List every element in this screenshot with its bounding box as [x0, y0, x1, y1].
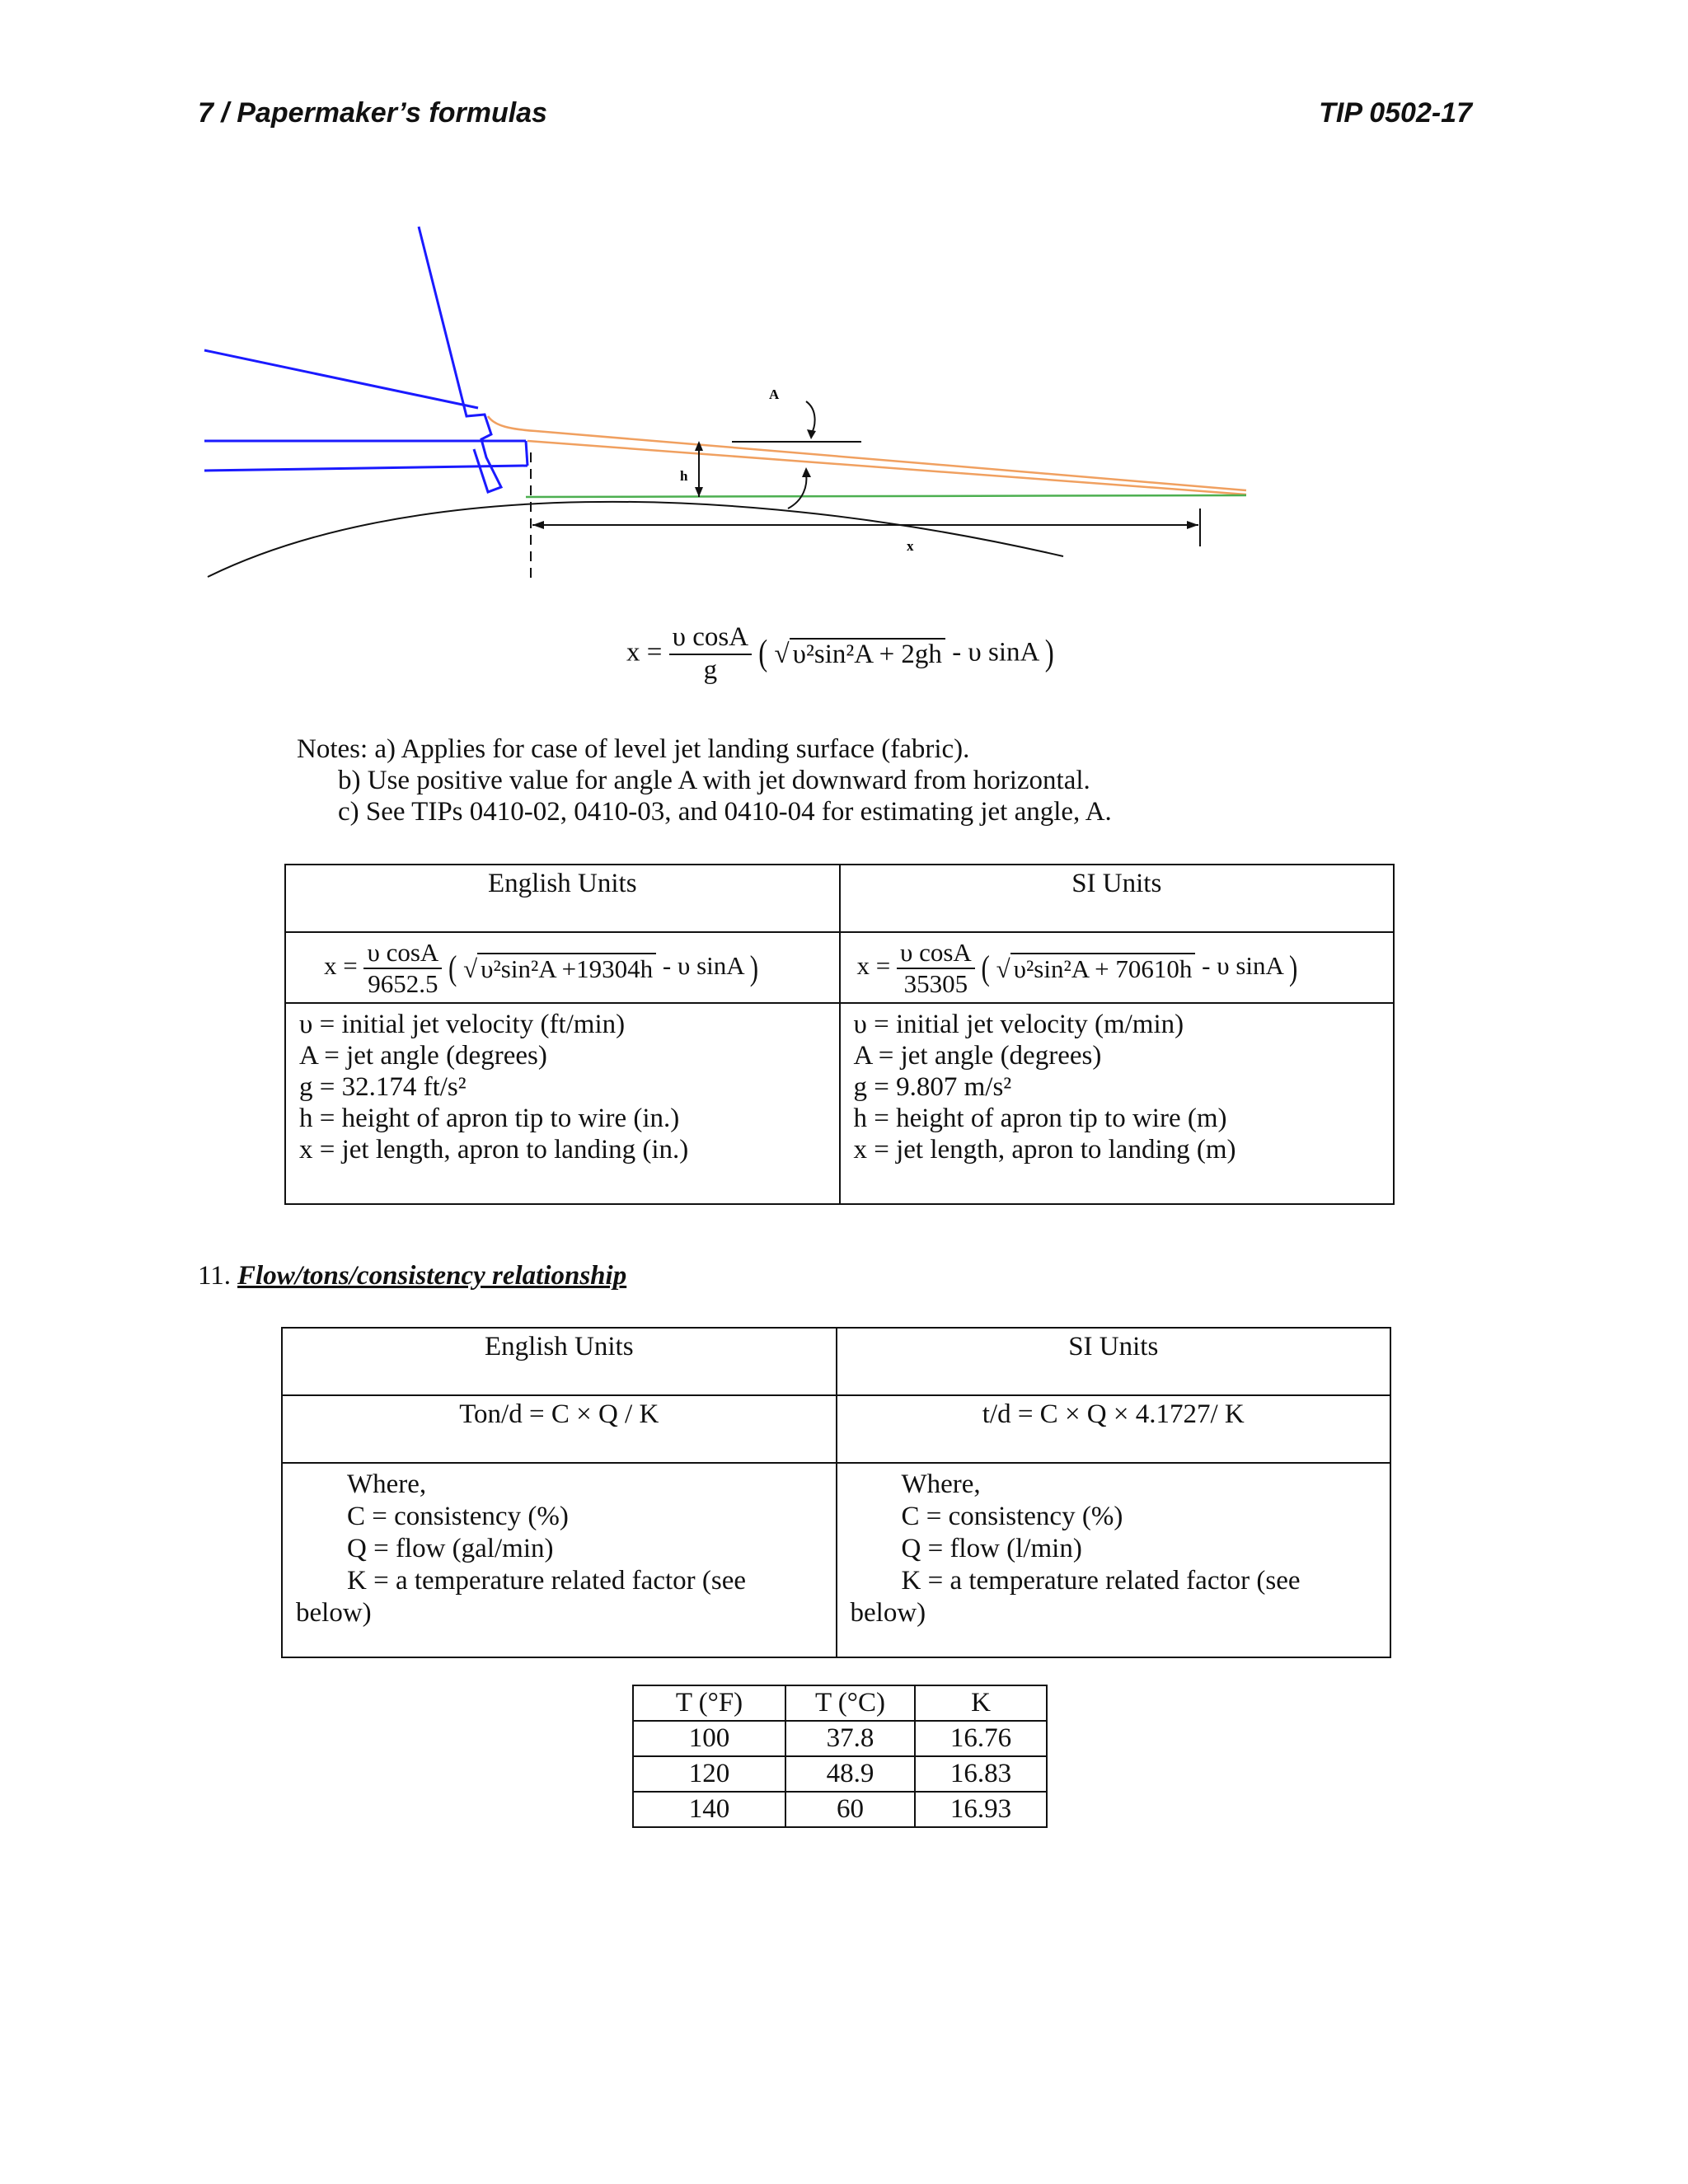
note-b: b) Use positive value for angle A with jet downward from horizontal.	[338, 766, 1090, 795]
header-tip-number: TIP 0502-17	[1319, 97, 1472, 129]
formula-denominator: g	[703, 654, 718, 685]
english-def-height: h = height of apron tip to wire (in.)	[299, 1104, 680, 1133]
english-definitions	[285, 1003, 840, 1204]
flow-english-equation: Ton/d = C × Q / K	[282, 1395, 837, 1463]
jet-units-table	[284, 864, 1395, 1205]
si-sqrt: √ υ²sin²A + 70610h	[996, 953, 1196, 984]
jet-length-formula	[626, 622, 1054, 687]
k-cell: 16.93	[915, 1792, 1047, 1827]
k-cell: 16.76	[915, 1721, 1047, 1756]
flow-units-table	[281, 1327, 1391, 1658]
flow-english-header: English Units	[282, 1328, 837, 1395]
english-formula-lhs: x =	[324, 950, 358, 980]
si-where-below: below)	[850, 1598, 926, 1628]
label-h: h	[680, 468, 688, 484]
si-where-label: Where,	[901, 1469, 981, 1499]
english-where-label: Where,	[347, 1469, 427, 1499]
si-formula-tail: - υ sinA	[1202, 950, 1283, 980]
english-formula-fraction	[363, 938, 442, 998]
english-close-paren: )	[749, 948, 759, 987]
si-where-k: K = a temperature related factor (see	[901, 1566, 1301, 1596]
label-A: A	[769, 387, 780, 402]
temp-header-c: T (°C)	[785, 1685, 915, 1721]
si-denominator: 35305	[903, 968, 968, 998]
table-row	[633, 1756, 1047, 1792]
english-open-paren: (	[448, 948, 457, 987]
formula-numerator: υ cosA	[669, 622, 752, 655]
angle-arrow-lower	[788, 474, 806, 509]
open-paren: (	[758, 633, 768, 674]
close-paren: )	[1044, 633, 1054, 674]
english-where-q: Q = flow (gal/min)	[347, 1534, 554, 1563]
si-close-paren: )	[1288, 948, 1298, 987]
english-def-length: x = jet length, apron to landing (in.)	[299, 1135, 689, 1165]
si-formula-fraction	[897, 938, 975, 998]
si-open-paren: (	[981, 948, 990, 987]
section-heading	[198, 1261, 626, 1291]
flow-si-equation: t/d = C × Q × 4.1727/ K	[837, 1395, 1391, 1463]
x-arrow-left	[532, 521, 544, 529]
english-where-below: below)	[296, 1598, 372, 1628]
english-numerator: υ cosA	[363, 938, 442, 969]
si-def-gravity: g = 9.807 m/s²	[853, 1072, 1012, 1102]
h-arrow-bottom	[695, 487, 703, 497]
slice-lip	[419, 227, 501, 492]
english-where-c: C = consistency (%)	[347, 1502, 569, 1531]
wire-level-line	[526, 495, 1246, 497]
si-def-velocity: υ = initial jet velocity (m/min)	[853, 1010, 1184, 1039]
si-formula-lhs: x =	[856, 950, 891, 980]
temp-c-cell: 48.9	[785, 1756, 915, 1792]
formula-tail: - υ sinA	[952, 637, 1039, 668]
si-def-angle: A = jet angle (degrees)	[853, 1041, 1102, 1071]
section-number: 11.	[198, 1261, 232, 1291]
breast-roll-arc	[208, 502, 1063, 577]
temp-header-k: K	[915, 1685, 1047, 1721]
jet-lower-line	[528, 441, 1246, 494]
notes-block	[297, 733, 1112, 827]
english-def-angle: A = jet angle (degrees)	[299, 1041, 547, 1071]
formula-lhs: x =	[626, 637, 663, 668]
temp-header-row	[633, 1685, 1047, 1721]
jet-trajectory-diagram	[198, 218, 1269, 598]
si-where-q: Q = flow (l/min)	[901, 1534, 1082, 1563]
english-units-header: English Units	[285, 865, 840, 932]
english-formula-tail: - υ sinA	[662, 950, 743, 980]
k-cell: 16.83	[915, 1756, 1047, 1792]
formula-fraction	[669, 622, 752, 687]
temp-f-cell: 100	[633, 1721, 785, 1756]
headbox-upper-line	[204, 350, 478, 408]
header-title: 7 / Papermaker’s formulas	[198, 97, 547, 129]
english-where-k: K = a temperature related factor (see	[347, 1566, 746, 1596]
si-numerator: υ cosA	[897, 938, 975, 969]
note-a: Notes: a) Applies for case of level jet landing surface (fabric).	[297, 734, 970, 764]
si-radicand: υ²sin²A + 70610h	[1010, 953, 1196, 984]
jet-upper-curve	[488, 416, 1246, 490]
x-arrow-right	[1187, 521, 1198, 529]
english-def-gravity: g = 32.174 ft/s²	[299, 1072, 467, 1102]
english-sqrt: √ υ²sin²A +19304h	[463, 953, 656, 984]
flow-si-header: SI Units	[837, 1328, 1391, 1395]
temp-c-cell: 60	[785, 1792, 915, 1827]
flow-english-where	[282, 1463, 837, 1657]
table-row	[633, 1721, 1047, 1756]
apron-tip	[526, 441, 528, 466]
temp-f-cell: 140	[633, 1792, 785, 1827]
label-x: x	[907, 538, 914, 554]
english-formula-cell	[285, 932, 840, 1003]
angle-arrow-upper	[806, 401, 815, 434]
english-denominator: 9652.5	[368, 968, 438, 998]
si-def-length: x = jet length, apron to landing (m)	[853, 1135, 1236, 1165]
si-units-header: SI Units	[840, 865, 1395, 932]
si-def-height: h = height of apron tip to wire (m)	[853, 1104, 1227, 1133]
angle-arrowhead-lower	[802, 467, 811, 477]
temp-c-cell: 37.8	[785, 1721, 915, 1756]
temperature-factor-table	[632, 1685, 1048, 1828]
table-row	[633, 1792, 1047, 1827]
si-formula-cell	[840, 932, 1395, 1003]
english-def-velocity: υ = initial jet velocity (ft/min)	[299, 1010, 626, 1039]
english-radicand: υ²sin²A +19304h	[477, 953, 656, 984]
section-title: Flow/tons/consistency relationship	[237, 1261, 627, 1291]
temp-f-cell: 120	[633, 1756, 785, 1792]
flow-si-where	[837, 1463, 1391, 1657]
si-definitions	[840, 1003, 1395, 1204]
note-c: c) See TIPs 0410-02, 0410-03, and 0410-04 for estimating jet angle, A.	[338, 797, 1112, 827]
sqrt-expression: √ υ²sin²A + 2gh	[775, 638, 945, 670]
temp-header-f: T (°F)	[633, 1685, 785, 1721]
radicand: υ²sin²A + 2gh	[790, 638, 945, 670]
angle-arrowhead-upper	[807, 429, 816, 439]
si-where-c: C = consistency (%)	[901, 1502, 1123, 1531]
